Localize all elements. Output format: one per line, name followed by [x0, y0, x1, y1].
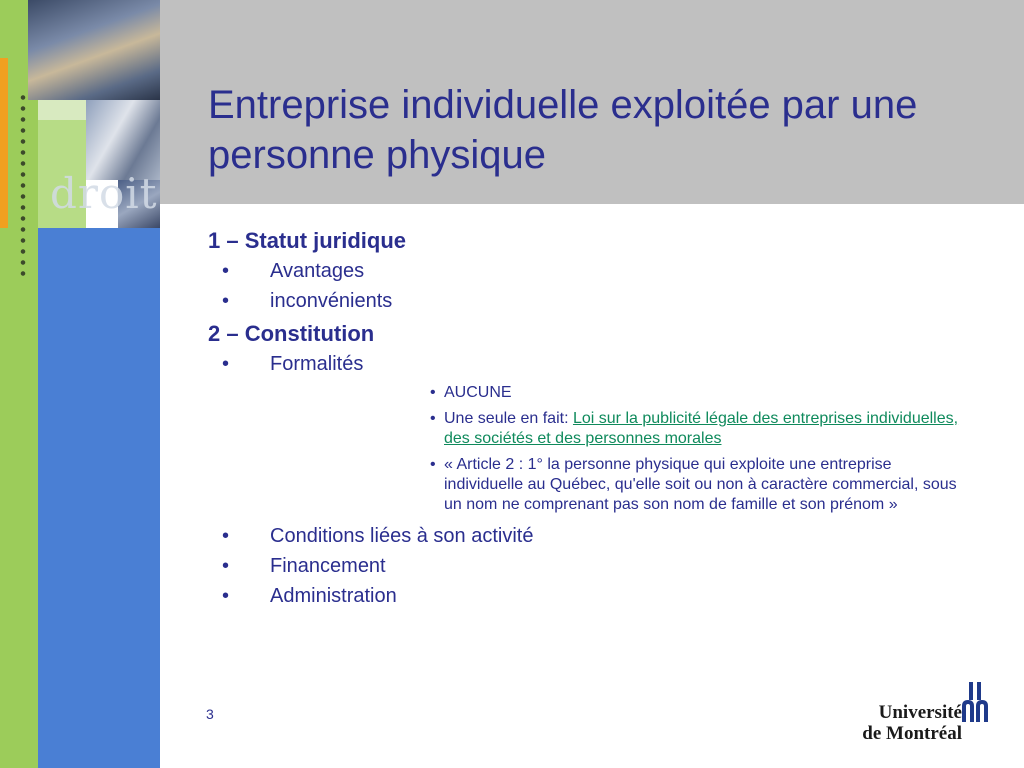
list-item-label: Formalités [270, 353, 364, 375]
list-item-conditions [208, 521, 988, 551]
sub-item-aucune [430, 383, 970, 403]
list-item-label: Administration [270, 585, 397, 607]
bullet: • [430, 410, 436, 427]
list-item-label: Avantages [270, 260, 365, 282]
formalites-sublist [430, 383, 970, 515]
list-item-formalites [208, 349, 988, 379]
sub-item-article [430, 455, 970, 515]
section-heading-constitution: 2 – Constitution [208, 321, 375, 346]
logo-line-1: Université [878, 702, 962, 723]
list-item-administration [208, 581, 988, 611]
list-item-label: Conditions liées à son activité [270, 525, 534, 547]
bullet: • [222, 353, 230, 375]
bullet: • [222, 585, 230, 607]
sub-item-label: AUCUNE [444, 384, 512, 401]
sub-item-loi [430, 409, 970, 449]
list-item-label: inconvénients [270, 290, 393, 312]
dotted-line [20, 92, 26, 282]
left-decoration [0, 0, 160, 768]
list-item-avantages [208, 256, 988, 286]
law-link[interactable]: Loi sur la publicité légale des entreprises individuelles, des sociétés et des personnes morales [444, 410, 959, 447]
orange-accent-bar [0, 58, 8, 228]
udem-mark-icon [960, 682, 990, 722]
light-green-block [38, 100, 86, 120]
slide-content [208, 226, 988, 611]
list-item-label: Financement [270, 555, 386, 577]
bullet: • [430, 384, 436, 401]
droit-watermark: droit [50, 169, 158, 218]
bullet: • [222, 260, 230, 282]
list-item-financement [208, 551, 988, 581]
logo-line-2: de Montréal [862, 723, 962, 744]
sub-item-prefix: Une seule en fait: [444, 410, 573, 427]
section-heading-statut: 1 – Statut juridique [208, 228, 407, 253]
page-number: 3 [206, 706, 214, 722]
bullet: • [430, 456, 436, 473]
sub-item-label: « Article 2 : 1° la personne physique qui exploite une entreprise individuelle au Québec, qu'elle soit ou non à caractère commercial, sous un nom ne comprenant pas son nom de famille et son prénom » [444, 456, 957, 513]
bullet: • [222, 290, 230, 312]
slide-title: Entreprise individuelle exploitée par une personne physique [208, 83, 918, 177]
universite-de-montreal-logo [836, 682, 996, 746]
list-item-inconvenients [208, 286, 988, 316]
blue-panel [38, 228, 160, 768]
logo-wordmark [862, 702, 962, 744]
bullet: • [222, 555, 230, 577]
photo-students [28, 0, 160, 100]
bullet: • [222, 525, 230, 547]
